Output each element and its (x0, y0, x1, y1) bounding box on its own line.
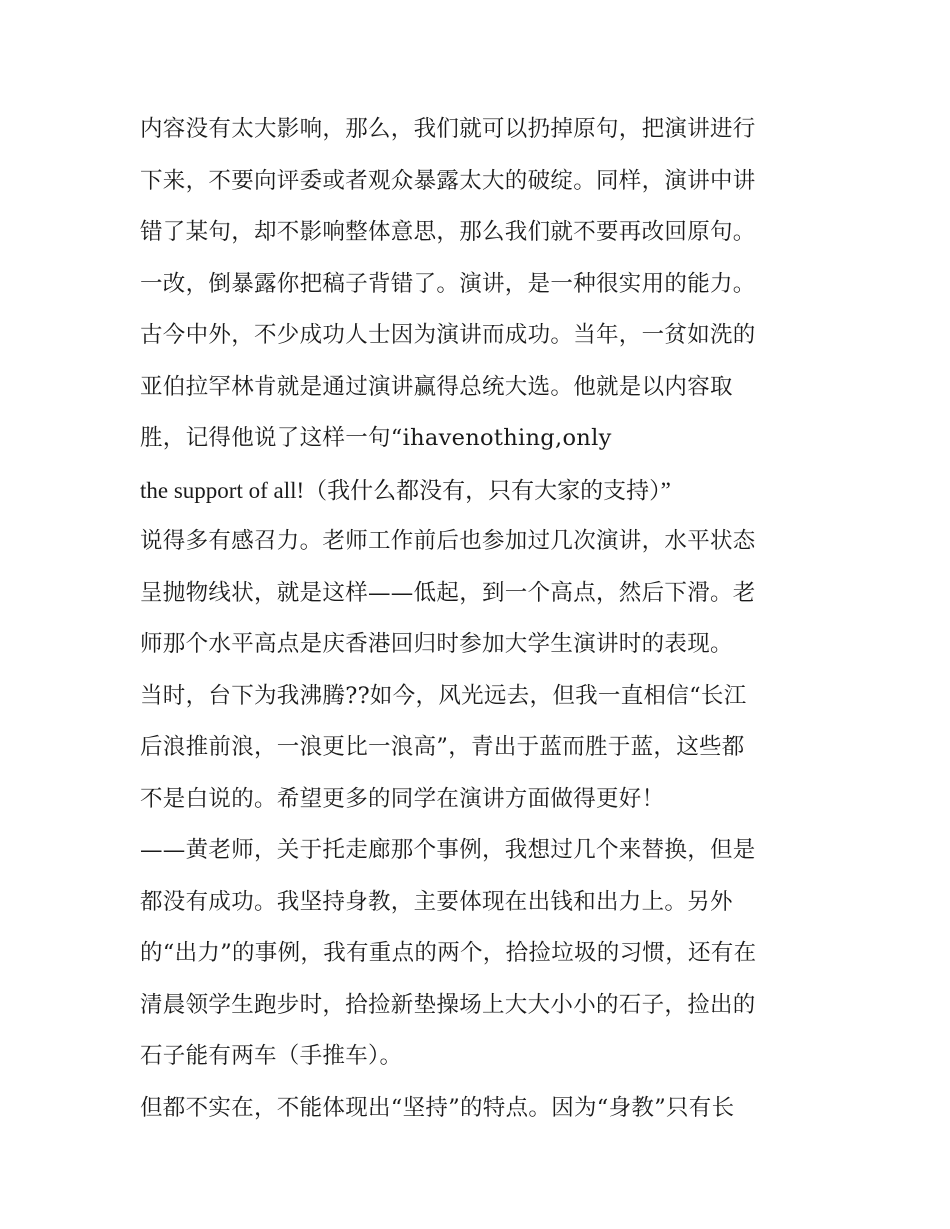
text-line-3: 错了某句，却不影响整体意思，那么我们就不要再改回原句。 (140, 219, 756, 245)
text-line-9: 说得多有感召力。老师工作前后也参加过几次演讲，水平状态 (140, 528, 756, 554)
text-line-18: 清晨领学生跑步时，拾捡新垫操场上大大小小的石子，捡出的 (140, 991, 756, 1018)
text-line-2: 下来，不要向评委或者观众暴露太大的破绽。同样，演讲中讲 (140, 167, 756, 194)
text-line-11: 师那个水平高点是庆香港回归时参加大学生演讲时的表现。 (140, 631, 733, 657)
text-line-12: 当时，台下为我沸腾??如今，风光远去，但我一直相信“长江 (140, 682, 747, 709)
body-text (140, 104, 830, 1134)
text-line-20: 但都不实在，不能体现出“坚持”的特点。因为“身教”只有长 (140, 1094, 735, 1121)
text-line-16: 都没有成功。我坚持身教，主要体现在出钱和出力上。另外 (140, 888, 733, 915)
text-line-4: 一改，倒暴露你把稿子背错了。演讲，是一种很实用的能力。 (140, 270, 756, 297)
text-line-14: 不是白说的。希望更多的同学在演讲方面做得更好！ (140, 785, 665, 812)
text-line-5: 古今中外，不少成功人士因为演讲而成功。当年，一贫如洗的 (140, 322, 756, 348)
text-line-15: ——黄老师，关于托走廊那个事例，我想过几个来替换，但是 (140, 837, 756, 863)
text-line-19: 石子能有两车（手推车）。 (140, 1043, 403, 1069)
text-line-7: 胜，记得他说了这样一句“ihavenothing,only (140, 425, 612, 451)
text-line-1: 内容没有太大影响，那么，我们就可以扔掉原句，把演讲进行 (140, 116, 756, 142)
text-line-13: 后浪推前浪，一浪更比一浪高”，青出于蓝而胜于蓝，这些都 (140, 734, 745, 760)
text-line-8: the support of all!（我什么都没有，只有大家的支持）” (140, 477, 671, 503)
text-line-10: 呈抛物线状，就是这样——低起，到一个高点，然后下滑。老 (140, 579, 756, 606)
text-line-17: 的“出力”的事例，我有重点的两个，拾捡垃圾的习惯，还有在 (140, 940, 757, 966)
text-line-6: 亚伯拉罕林肯就是通过演讲赢得总统大选。他就是以内容取 (140, 373, 733, 400)
